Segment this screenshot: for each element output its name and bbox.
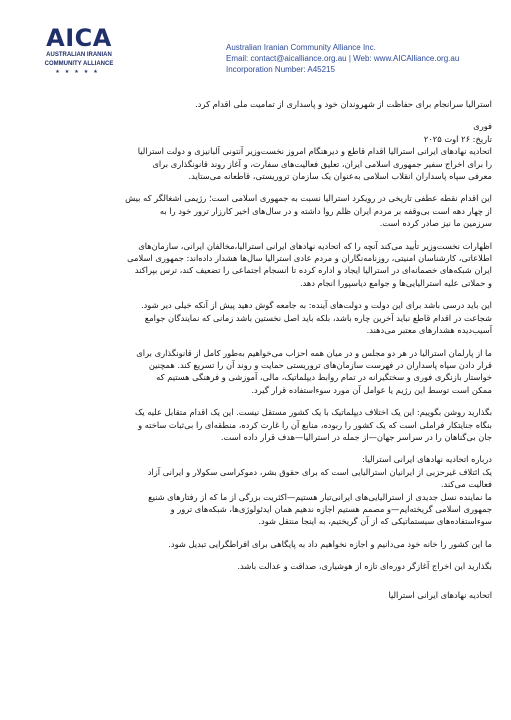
- paragraph-4-line-1: این باید درسی باشد برای این دولت و دولت‌های آینده: به جامعه گوش دهید پیش از آنکه خیلی دیر شود.: [140, 300, 492, 311]
- paragraph-4-line-2: شجاعت در اقدام قاطع نباید آخرین چاره باشد، بلکه باید اصل نخستین باشد زمانی که نمایندگان جوامع: [144, 312, 492, 323]
- letter-body: [26, 98, 492, 601]
- signature: اتحادیه نهادهای ایرانی استرالیا: [388, 589, 492, 600]
- about-heading: درباره اتحادیه نهادهای ایرانی استرالیا:: [362, 454, 492, 465]
- letterhead: [0, 0, 511, 82]
- letter-date: تاریخ: ۲۶ اوت ۲۰۲۵: [423, 133, 492, 144]
- logo-subtitle-line-1: AUSTRALIAN IRANIAN: [46, 52, 112, 58]
- contact-line: Email: contact@aicalliance.org.au | Web: www.AICAlliance.org.au: [226, 54, 460, 63]
- paragraph-3-line-3: ایران شبکه‌های خصمانه‌ای در استرالیا ایجاد و اداره کرده تا انسجام اجتماعی را تضعیف کند، ترس بپراکند: [134, 265, 492, 276]
- paragraph-5-line-2: قرار دادن سپاه پاسداران در فهرست سازمان‌های تروریستی حمایت و روند آن را تسریع کند. همچنین: [148, 359, 492, 370]
- paragraph-3-line-4: و حملاتی علیه استرالیایی‌ها و جوامع دیاسپورا انجام دهد.: [299, 277, 492, 288]
- contact-block: [226, 42, 511, 75]
- paragraph-5-line-3: خواستار بازنگری فوری و سختگیرانه در تمام روابط دیپلماتیک، مالی، آموزشی و فرهنگی هستیم که: [156, 372, 492, 383]
- paragraph-1-line-3: معرفی سپاه پاسداران انقلاب اسلامی به‌عنوان یک سازمان تروریستی، قاطعانه می‌ستاید.: [188, 171, 492, 182]
- aica-logo: [22, 26, 136, 75]
- paragraph-6-line-1: بگذارید روشن بگوییم: این یک اختلاف دیپلماتیک با یک کشور مستقل نیست. این یک اقدام متقابل علیه یک: [134, 407, 492, 418]
- about-line-2: فعالیت می‌کند.: [440, 479, 492, 490]
- org-name: Australian Iranian Community Alliance Inc.: [226, 43, 376, 52]
- paragraph-2-line-2: از چهار دهه است بی‌وقفه بر مردم ایران ظلم روا داشته و در سال‌های اخیر کارزار ترور خود را به: [159, 205, 492, 216]
- logo-wordmark: AICA: [46, 24, 112, 52]
- urgent-label: فوری: [473, 121, 492, 132]
- paragraph-4-line-3: آسیب‌دیده هشدارهای معتبر می‌دهند.: [366, 325, 492, 336]
- about-line-3: ما نماینده نسل جدیدی از استرالیایی‌های ایرانی‌تبار هستیم—اکثریت بزرگی از ما که از رفتارهای شنیع: [148, 491, 492, 502]
- paragraph-6-line-2: بنگاه جنایتکار فراملی است که یک کشور را ربوده، منابع آن را غارت کرده، منطقه‌ای را بی‌ثبات ساخته و: [138, 419, 492, 430]
- about-line-4: جمهوری اسلامی گریخته‌ایم—و مصمم هستیم اجازه ندهیم همان ایدئولوژی‌ها، شبکه‌های ترور و: [170, 503, 492, 514]
- paragraph-3-line-1: اظهارات نخست‌وزیر تأیید می‌کند آنچه را که اتحادیه نهادهای ایرانی استرالیا،مخالفان ایرانی، سازمان‌های: [138, 240, 492, 251]
- intro-line: استرالیا سرانجام برای حفاظت از شهروندان خود و پاسداری از تمامیت ملی اقدام کرد.: [195, 99, 492, 109]
- paragraph-5-line-1: ما از پارلمان استرالیا در هر دو مجلس و در میان همه احزاب می‌خواهیم به‌طور کامل از قانونگذاری برای: [136, 347, 492, 358]
- paragraph-3-line-2: اطلاعاتی، کارشناسان امنیتی، روزنامه‌نگاران و مردم عادی استرالیا سال‌ها هشدار داده‌اند: جمهوری اسلامی: [127, 253, 492, 264]
- about-line-5: سوءاستفاده‌های سیستماتیکی که از آن گریختیم، به اینجا منتقل شود.: [258, 516, 492, 527]
- about-line-1: یک ائتلاف غیرحزبی از ایرانیان استرالیایی است که برای حقوق بشر، دموکراسی سکولار و ایرانی آزاد: [147, 466, 492, 477]
- paragraph-2-line-1: این اقدام نقطه عطفی تاریخی در رویکرد استرالیا نسبت به جمهوری اسلامی است؛ رژیمی اشغالگر که بیش: [125, 193, 492, 204]
- incorporation-number: Incorporation Number: A45215: [226, 65, 335, 74]
- paragraph-1-line-1: اتحادیه نهادهای ایرانی استرالیا اقدام قاطع و دیرهنگام امروز نخست‌وزیر آنتونی آلبانیزی و دولت استرالیا: [137, 146, 492, 157]
- paragraph-6-line-3: جان بی‌گناهان را در سراسر جهان—از جمله در استرالیا—هدف قرار داده است.: [220, 431, 492, 442]
- paragraph-9-line-1: بگذارید این اخراج آغازگر دوره‌ای تازه از هوشیاری، صداقت و عدالت باشد.: [237, 561, 492, 572]
- paragraph-2-line-3: سرزمین ما نیز صادر کرده است.: [379, 218, 492, 229]
- paragraph-8-line-1: ما این کشور را خانه خود می‌دانیم و اجازه نخواهیم داد به پایگاهی برای افراطگرایی تبدیل شود.: [168, 538, 492, 549]
- logo-stars-icon: ★★★★★: [55, 69, 103, 75]
- logo-subtitle-line-2: COMMUNITY ALLIANCE: [44, 61, 114, 67]
- paragraph-1-line-2: را برای اخراج سفیر جمهوری اسلامی ایران، تعلیق فعالیت‌های سفارت، و آغاز روند قانونگذاری برای: [152, 158, 492, 169]
- paragraph-5-line-4: ممکن است توسط این رژیم یا عوامل آن مورد سوءاستفاده قرار گیرد.: [251, 384, 492, 395]
